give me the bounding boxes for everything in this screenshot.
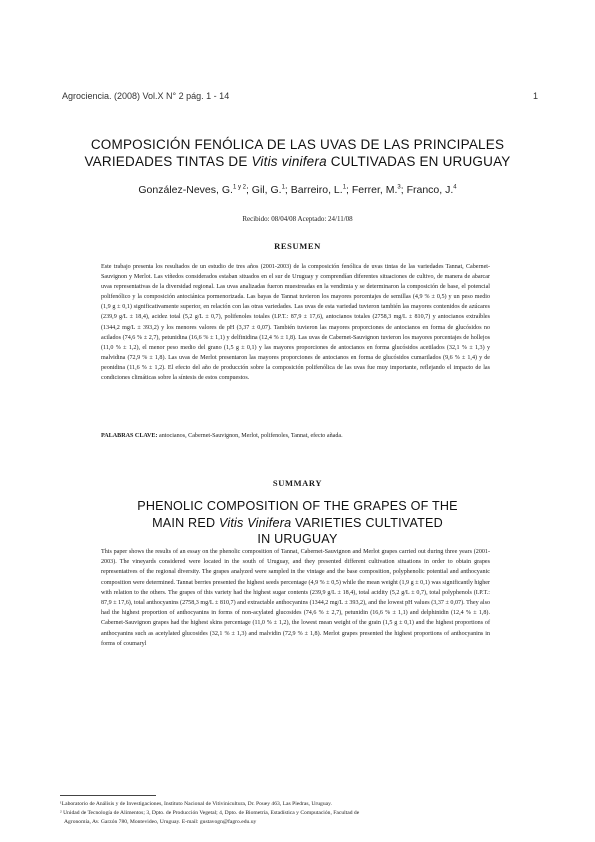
received-accepted-dates: Recibido: 08/04/08 Aceptado: 24/11/08 xyxy=(242,215,353,223)
author-list xyxy=(40,184,555,196)
author-name: Barreiro, L. xyxy=(290,184,343,196)
article-title-es xyxy=(40,136,555,170)
author-sep: ; xyxy=(245,184,252,196)
summary-heading: SUMMARY xyxy=(272,478,323,488)
footnote-2: ² Unidad de Tecnología de Alimentos; 3, Dpto. de Producción Vegetal; 4, Dpto. de Biometría, Estadística y Computación, Facultad de xyxy=(60,809,360,816)
footnote-2-cont: Agronomía, Av. Garzón 780, Montevideo, Uruguay. E-mail: gustavogn@fagro.edu.uy xyxy=(64,818,257,825)
author-name: González-Neves, G. xyxy=(138,184,233,196)
title-en-species: Vitis Vinifera xyxy=(218,515,292,530)
author xyxy=(291,184,352,196)
footnote-1: ¹Laboratorio de Análisis y de Investigaciones, Instituto Nacional de Vitivinicultura, Dr. Pouey 463, Las Piedras, Uruguay. xyxy=(60,801,332,807)
author-affiliation: 1 xyxy=(342,184,347,191)
author xyxy=(407,184,457,196)
footnote-divider xyxy=(60,795,156,796)
title-line-2-end: CULTIVADAS EN URUGUAY xyxy=(326,154,511,169)
title-en-line-1: PHENOLIC COMPOSITION OF THE GRAPES OF THE xyxy=(137,499,458,513)
title-line-2 xyxy=(40,153,555,170)
keywords xyxy=(101,433,490,439)
resumen-body: Este trabajo presenta los resultados de un estudio de tres años (2001-2003) de la composición fenólica de uvas tintas de las variedades Tannat, Cabernet-Sauvignon y Merlot. Las viñedos considerados estaban situados en el sur de Uruguay y comprendían diferentes situaciones de cultivo, de manera de abarcar uvas representativas de la diversidad regional. Las uvas analizadas fueron muestreadas en la vendimia y se determinaron la composición de base, el potencial polifenólico y la composición antociánica pormenorizada. Las bayas de Tannat tuvieron los mayores porcentajes de semillas (4,9 % ± 0,5) y un peso medio (1,9 g ± 0,1) significativamente superior, en relación con las otras variedades. Las uvas de esta variedad tuvieron también las mayores contenidos de azúcares (239,9 g/L ± 18,4), acidez total (5,2 g/L ± 0,7), polifenoles totales (I.P.T.: 87,9 ± 17,6), antocianos totales (2758,3 mg/L ± 810,7) y antocianos extraíbles (1344,2 mg/L ± 393,2) y los menores valores de pH (3,37 ± 0,07). También tuvieron las mayores proporciones de antocianos en forma de glucósidos no acilados (74,6 % ± 2,7), petunidina (16,6 % ± 1,1) y delfinidina (12,4 % ± 1,8). Las uvas de Cabernet-Sauvignon tuvieron los mayores porcentajes de hollejos (11,0 % ± 1,2), el menor peso medio del grano (1,5 g ± 0,1) y las mayores proporciones de antocianos en forma glucósidos acetilados (32,1 % ± 1,3) y malvidina (72,9 % ± 1,8). Las uvas de Merlot presentaron las mayores proporciones de antocianos en forma de glucósidos cumarilados (9,6 % ± 1,4) y de peonidina (11,6 % ± 1,2). El efecto del año de producción sobre la composición polifenólica de las uvas fue muy importante, reflejando el impacto de las condiciones climáticas sobre la síntesis de estos compuestos. xyxy=(101,264,490,382)
summary-body: This paper shows the results of an essay on the phenolic composition of Tannat, Cabernet-Sauvignon and Merlot grapes carried out during three years (2001-2003). The vineyards considered were located in the south of Uruguay, and they presented different cultivation situations in order to obtain grapes representatives of the regional diversity. The grapes analyzed were sampled in the vintage and the base composition, polyphenolic potential and anthocyanic composition were determined. Tannat berries presented the highest seeds percentage (4,9 % ± 0,5) while the mean weight (1,9 g ± 0,1) was significantly higher with relation to the others. The grapes of this variety had the highest sugar contents (239,9 g/L ± 18,4), total acidity (5,2 g/L ± 0,7), total polyphenols (I.P.T.: 87,9 ± 17,6), total anthocyanins (2758,3 mg/L ± 810,7) and extractable anthocyanins (1344,2 mg/L ± 393,2), and the lowest pH values (3,37 ± 0,07). They also had the highest proportion of anthocyanins in forms of non-acylated glucosides (74,6 % ± 2,7), petunidin (16,6 % ± 1,1) and delphinidin (12,4 % ± 1,8). Cabernet-Sauvignon grapes had the highest skins percentage (11,0 % ± 1,2), the lowest mean weight of the grain (1,5 g ± 0,1) and the highest proportions of anthocyanins such as acetylated glucosides (32,1 % ± 1,3) and malvidin (72,9 % ± 1,8). Merlot grapes presented the highest proportions of anthocyanins in forms of coumaryl xyxy=(101,549,490,647)
author-affiliation: 3 xyxy=(397,184,401,191)
author-sep: ; xyxy=(346,184,352,196)
author-sep: ; xyxy=(284,184,291,196)
keywords-label: PALABRAS CLAVE: xyxy=(101,433,158,439)
author-affiliation: 4 xyxy=(453,184,457,191)
journal-citation: Agrociencia. (2008) Vol.X N° 2 pág. 1 - 14 xyxy=(62,91,230,101)
title-species: Vitis vinifera xyxy=(251,154,327,169)
title-en-line-3: IN URUGUAY xyxy=(257,532,338,546)
page-number: 1 xyxy=(532,91,538,101)
title-en-line-2-start: MAIN RED xyxy=(152,515,219,530)
title-en-line-2-end: VARIETIES CULTIVATED xyxy=(291,515,443,530)
author xyxy=(138,184,251,196)
author-name: Franco, J. xyxy=(406,184,454,196)
author xyxy=(252,184,291,196)
footnotes xyxy=(60,800,535,826)
author-affiliation: 1 xyxy=(281,184,285,191)
author-name: Ferrer, M. xyxy=(351,184,398,196)
running-header xyxy=(62,91,538,101)
title-en-line-2 xyxy=(40,515,555,532)
article-title-en xyxy=(40,498,555,548)
title-line-1: COMPOSICIÓN FENÓLICA DE LAS UVAS DE LAS PRINCIPALES xyxy=(90,137,505,152)
author-sep: ; xyxy=(400,184,407,196)
author-name: Gil, G. xyxy=(251,184,282,196)
keywords-list: antocianos, Cabernet-Sauvignon, Merlot, polifenoles, Tannat, efecto añada. xyxy=(157,433,343,439)
title-line-2-start: VARIEDADES TINTAS DE xyxy=(84,154,252,169)
author xyxy=(352,184,407,196)
resumen-heading: RESUMEN xyxy=(274,241,321,251)
author-affiliation: 1 y 2 xyxy=(232,184,246,191)
